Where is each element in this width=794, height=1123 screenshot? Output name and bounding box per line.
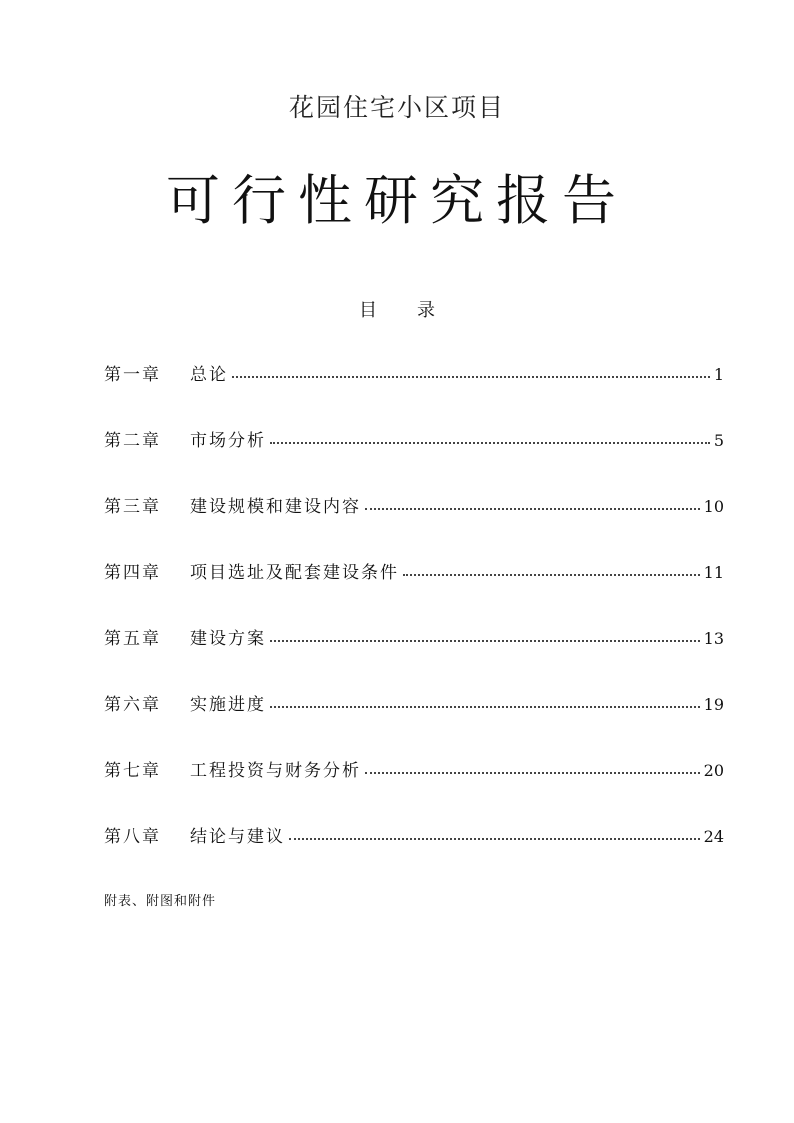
toc-chapter: 第七章 (104, 761, 161, 781)
appendix-note: 附表、附图和附件 (104, 894, 217, 909)
toc-chapter: 第六章 (104, 695, 161, 715)
toc-chapter: 第五章 (104, 629, 161, 649)
toc-chapter: 第二章 (104, 431, 161, 451)
toc-page-number: 20 (703, 761, 724, 780)
toc-entry[interactable] (104, 690, 724, 756)
toc-title: 建设方案 (190, 629, 266, 649)
toc-entry[interactable] (104, 426, 724, 492)
toc-page-number: 1 (713, 365, 724, 384)
document-subtitle: 花园住宅小区项目 (288, 93, 505, 122)
toc-page-number: 24 (703, 827, 724, 846)
toc-leader-dots (232, 356, 710, 378)
toc-title: 实施进度 (190, 695, 266, 715)
toc-leader-dots (270, 422, 710, 444)
toc-leader-dots (403, 554, 700, 576)
toc-leader-dots (365, 752, 700, 774)
toc-entry[interactable] (104, 624, 724, 690)
toc-title: 总论 (190, 365, 228, 385)
toc-title: 项目选址及配套建设条件 (190, 563, 399, 583)
document-title: 可行性研究报告 (166, 169, 628, 232)
toc-entry[interactable] (104, 822, 724, 888)
toc-entry[interactable] (104, 558, 724, 624)
toc-title: 建设规模和建设内容 (190, 497, 361, 517)
toc-title: 工程投资与财务分析 (190, 761, 361, 781)
toc-page-number: 10 (703, 497, 724, 516)
toc-chapter: 第三章 (104, 497, 161, 517)
toc-entry[interactable] (104, 360, 724, 426)
toc-page-number: 5 (713, 431, 724, 450)
toc-leader-dots (270, 620, 700, 642)
toc-leader-dots (289, 818, 700, 840)
toc-page-number: 11 (703, 563, 724, 582)
toc-leader-dots (365, 488, 700, 510)
toc-leader-dots (270, 686, 700, 708)
toc-chapter: 第四章 (104, 563, 161, 583)
toc-chapter: 第八章 (104, 827, 161, 847)
table-of-contents (104, 360, 724, 888)
toc-heading (0, 296, 794, 322)
toc-heading-left: 目 (359, 300, 377, 321)
toc-title: 结论与建议 (190, 827, 285, 847)
toc-page-number: 13 (703, 629, 724, 648)
toc-title: 市场分析 (190, 431, 266, 451)
toc-heading-right: 录 (417, 300, 435, 321)
toc-entry[interactable] (104, 492, 724, 558)
toc-entry[interactable] (104, 756, 724, 822)
toc-page-number: 19 (703, 695, 724, 714)
toc-chapter: 第一章 (104, 365, 161, 385)
